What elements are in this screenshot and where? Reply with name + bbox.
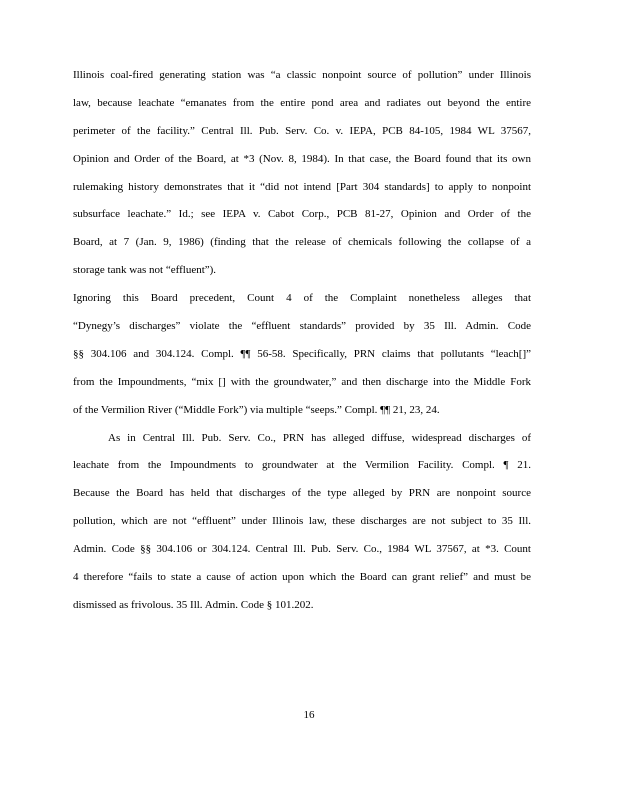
text-line: leachate from the Impoundments to groundwater at the Vermilion Facility. Compl. ¶ 21. [73,459,531,472]
text-line: Board, at 7 (Jan. 9, 1986) (finding that the release of chemicals following the collapse of a [73,236,531,249]
text-line: Admin. Code §§ 304.106 or 304.124. Central Ill. Pub. Serv. Co., 1984 WL 37567, at *3. Count [73,543,531,556]
text-line: storage tank was not “effluent”). [73,264,217,277]
text-line: Opinion and Order of the Board, at *3 (Nov. 8, 1984). In that case, the Board found that its own [73,152,531,165]
text-line: Because the Board has held that discharges of the type alleged by PRN are nonpoint source [73,487,531,500]
text-line: 4 therefore “fails to state a cause of action upon which the Board can grant relief” and must be [73,571,531,584]
text-line: law, because leachate “emanates from the entire pond area and radiates out beyond the entire [73,96,531,109]
text-line: pollution, which are not “effluent” under Illinois law, these discharges are not subject to 35 Ill. [73,515,531,528]
text-line: from the Impoundments, “mix [] with the groundwater,” and then discharge into the Middle Fork [73,375,531,388]
text-line: of the Vermilion River (“Middle Fork”) via multiple “seeps.” Compl. ¶¶ 21, 23, 24. [73,403,440,416]
text-line: Ignoring this Board precedent, Count 4 of the Complaint nonetheless alleges that [73,292,531,305]
page-number: 16 [303,709,315,721]
text-line: rulemaking history demonstrates that it “did not intend [Part 304 standards] to apply to nonpoint [73,180,531,193]
body-text [73,62,531,620]
text-line: dismissed as frivolous. 35 Ill. Admin. Code § 101.202. [73,598,314,611]
text-line: perimeter of the facility.” Central Ill. Pub. Serv. Co. v. IEPA, PCB 84-105, 1984 WL 37567, [73,124,531,137]
text-line: Illinois coal-fired generating station was “a classic nonpoint source of pollution” under Illinois [73,69,531,81]
text-line: “Dynegy’s discharges” violate the “effluent standards” provided by 35 Ill. Admin. Code [73,320,531,333]
text-line: subsurface leachate.” Id.; see IEPA v. Cabot Corp., PCB 81-27, Opinion and Order of the [73,208,531,221]
text-line: As in Central Ill. Pub. Serv. Co., PRN has alleged diffuse, widespread discharges of [108,431,531,444]
text-line: §§ 304.106 and 304.124. Compl. ¶¶ 56-58. Specifically, PRN claims that pollutants “leach[]” [73,347,531,360]
